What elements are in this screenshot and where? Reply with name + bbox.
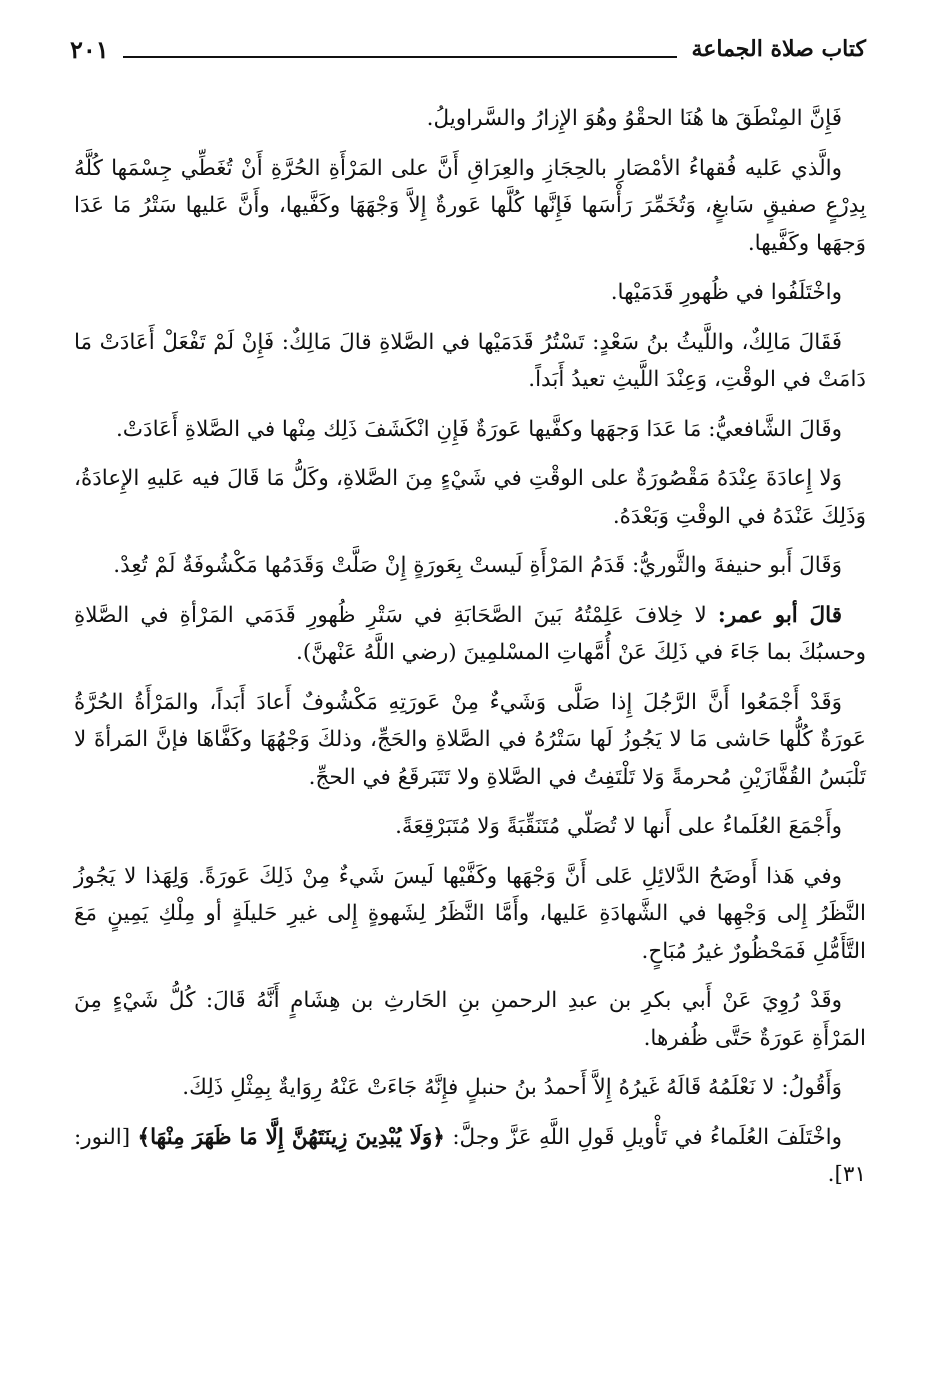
paragraph: وقَالَ الشَّافعيُّ: مَا عَدَا وَجهَها وكفَّيها عَورَةٌ فَإِنِ انْكَشَفَ ذَلِك مِنْها في الصَّلاةِ أَعَادَتْ. — [115, 416, 842, 442]
citation: [النور: ٣١]. — [74, 1124, 866, 1187]
page-body — [74, 100, 866, 1206]
paragraph: وأَجْمَعَ العُلَماءُ على أَنها لا تُصَلّي مُتَنَقِّبَةً وَلا مُتَبَرْقِعَةً. — [395, 814, 842, 839]
paragraph: وَقَدْ أَجْمَعُوا أَنَّ الرَّجُلَ إِذا صَلَّى وَشَيءٌ مِنْ عَورَتِهِ مَكْشُوفٌ أَعادَ أَبَداً، والمَرْأَةُ الحُرَّةُ عَورَةٌ كُلُّها حَاشى مَا لا يَجُوزُ لَها سَتْرُهُ في الصَّلاةِ والحَجِّ، وذلكَ وَجْهُهَا وكَفَّاهَا فإنَّ المَرأةَ لا تَلْبَسُ القُفَّازَيْنِ مُحرمةً وَلا تَلْتَفِتُ في الصَّلاةِ ولا تَتَبَرقَعُ في الحجِّ. — [74, 689, 866, 790]
header-rule — [123, 56, 678, 58]
paragraph: وفي هَذا أَوضَحُ الدَّلائِلِ عَلى أَنَّ وَجْهَها وكَفَّيْها لَيسَ شَيءٌ مِنْ ذَلِكَ عَورَةً. وَلِهَذا لا يَجُوزُ النَّظَرُ إِلى وَجْهِها في الشَّهادَةِ عَليها، وأَمَّا النَّظَرُ لِشَهوةٍ إِلى غيرِ حَليلَةٍ أو مِلْكِ يَمِينٍ مَعَ التَّأَمُّلِ فَمَحْظُورٌ غيرُ مُبَاحٍ. — [74, 863, 866, 964]
page-header — [70, 26, 866, 72]
paragraph: وَلا إِعادَةَ عِنْدَهُ مَقْصُورَةٌ على الوقْتِ في شَيْءٍ مِنَ الصَّلاةِ، وكَلُّ مَا قَالَ فيه عَليهِ الإِعادَةُ، وَذَلِكَ عَنْدَهُ في الوقْتِ وَبَعْدَهُ. — [74, 466, 866, 529]
speaker-label: قالَ أبو عمر: — [717, 602, 842, 628]
paragraph: وَقَالَ أَبو حنيفةَ والثَّوريُّ: قَدَمُ المَرْأَةِ لَيستْ بِعَورَةٍ إِنْ صَلَّتْ وَقَدَمُها مَكْشُوفَةٌ لَمْ تُعِدْ. — [113, 553, 842, 578]
running-title: كتاب صلاة الجماعة — [691, 36, 866, 62]
quran-quote: ﴿وَلَا يُبْدِينَ زِينَتَهُنَّ إِلَّا مَا ظَهَرَ مِنْهَا﴾ — [137, 1124, 445, 1150]
paragraph: وقَدْ رُوِيَ عَنْ أَبي بكرِ بن عبدِ الرحمنِ بنِ الحَارثِ بن هِشَامٍ أَنَّهُ قَالَ: كُلُّ شَيْءٍ مِنَ المَرْأَةِ عَورَةٌ حَتَّى ظُفرها. — [74, 988, 866, 1051]
paragraph: فَإِنَّ المِنْطَقَ ها هُنَا الحقْوُ وهُوَ الإِزارُ والسَّراويلُ. — [426, 106, 842, 131]
page-number: ٢٠١ — [70, 34, 109, 64]
paragraph: والَّذي عَليه فُقهاءُ الأمْصَارِ بالحِجَازِ والعِرَاقِ أَنَّ على المَرْأَةِ الحُرَّةِ أَنْ تُغَطِّي جِسْمَها كُلَّهُ بِدِرْعٍ صفيقٍ سَابغٍ، وَتُخَمِّرَ رَأْسَها فَإِنَّها كُلَّها عَورةٌ إِلاَّ وَجْهَهَا وكَفَّيها، وأَنَّ عَليها سَتْرُ مَا عَدَا وَجهَها وكَفَّيها. — [74, 155, 866, 256]
paragraph: وَأَقُولُ: لا نَعْلَمُهُ قَالَهُ غَيرُهُ إِلاَّ أَحمدُ بنُ حنبلٍ فإِنَّهُ جَاءَتْ عَنْهُ رِوَايةٌ بِمِثْلِ ذَلِكَ. — [182, 1075, 842, 1100]
paragraph: واخْتَلَفُوا في ظُهورِ قَدَمَيْها. — [610, 280, 842, 305]
paragraph: قالَ أبو عمر: لا خِلافَ عَلِمْتُهُ بَينَ الصَّحَابَةِ في سَتْرِ ظُهورِ قَدَمَي المَرْأةِ في الصَّلاةِ وحسبُكَ بما جَاءَ في ذَلِكَ عَنْ أُمَّهاتِ المسْلمِينَ (رضي اللَّهُ عَنْهنَّ). — [74, 602, 866, 665]
paragraph: واخْتَلَفَ العُلَماءُ في تَأْويلِ قَولِ اللَّهِ عَزَّ وجلَّ: ﴿وَلَا يُبْدِينَ زِينَتَهُنَّ إِلَّا مَا ظَهَرَ مِنْهَا﴾ [النور: ٣١]. — [74, 1124, 866, 1187]
paragraph: فَقَالَ مَالِكٌ، واللَّيثُ بنُ سَعْدٍ: تَسْتُرُ قَدَمَيْها في الصَّلاةِ قالَ مَالِكٌ: فَإِنْ لَمْ تَفْعَلْ أَعَادَتْ مَا دَامَتْ في الوقْتِ، وَعِنْدَ اللَّيثِ تعيدُ أَبَداً. — [74, 329, 866, 392]
